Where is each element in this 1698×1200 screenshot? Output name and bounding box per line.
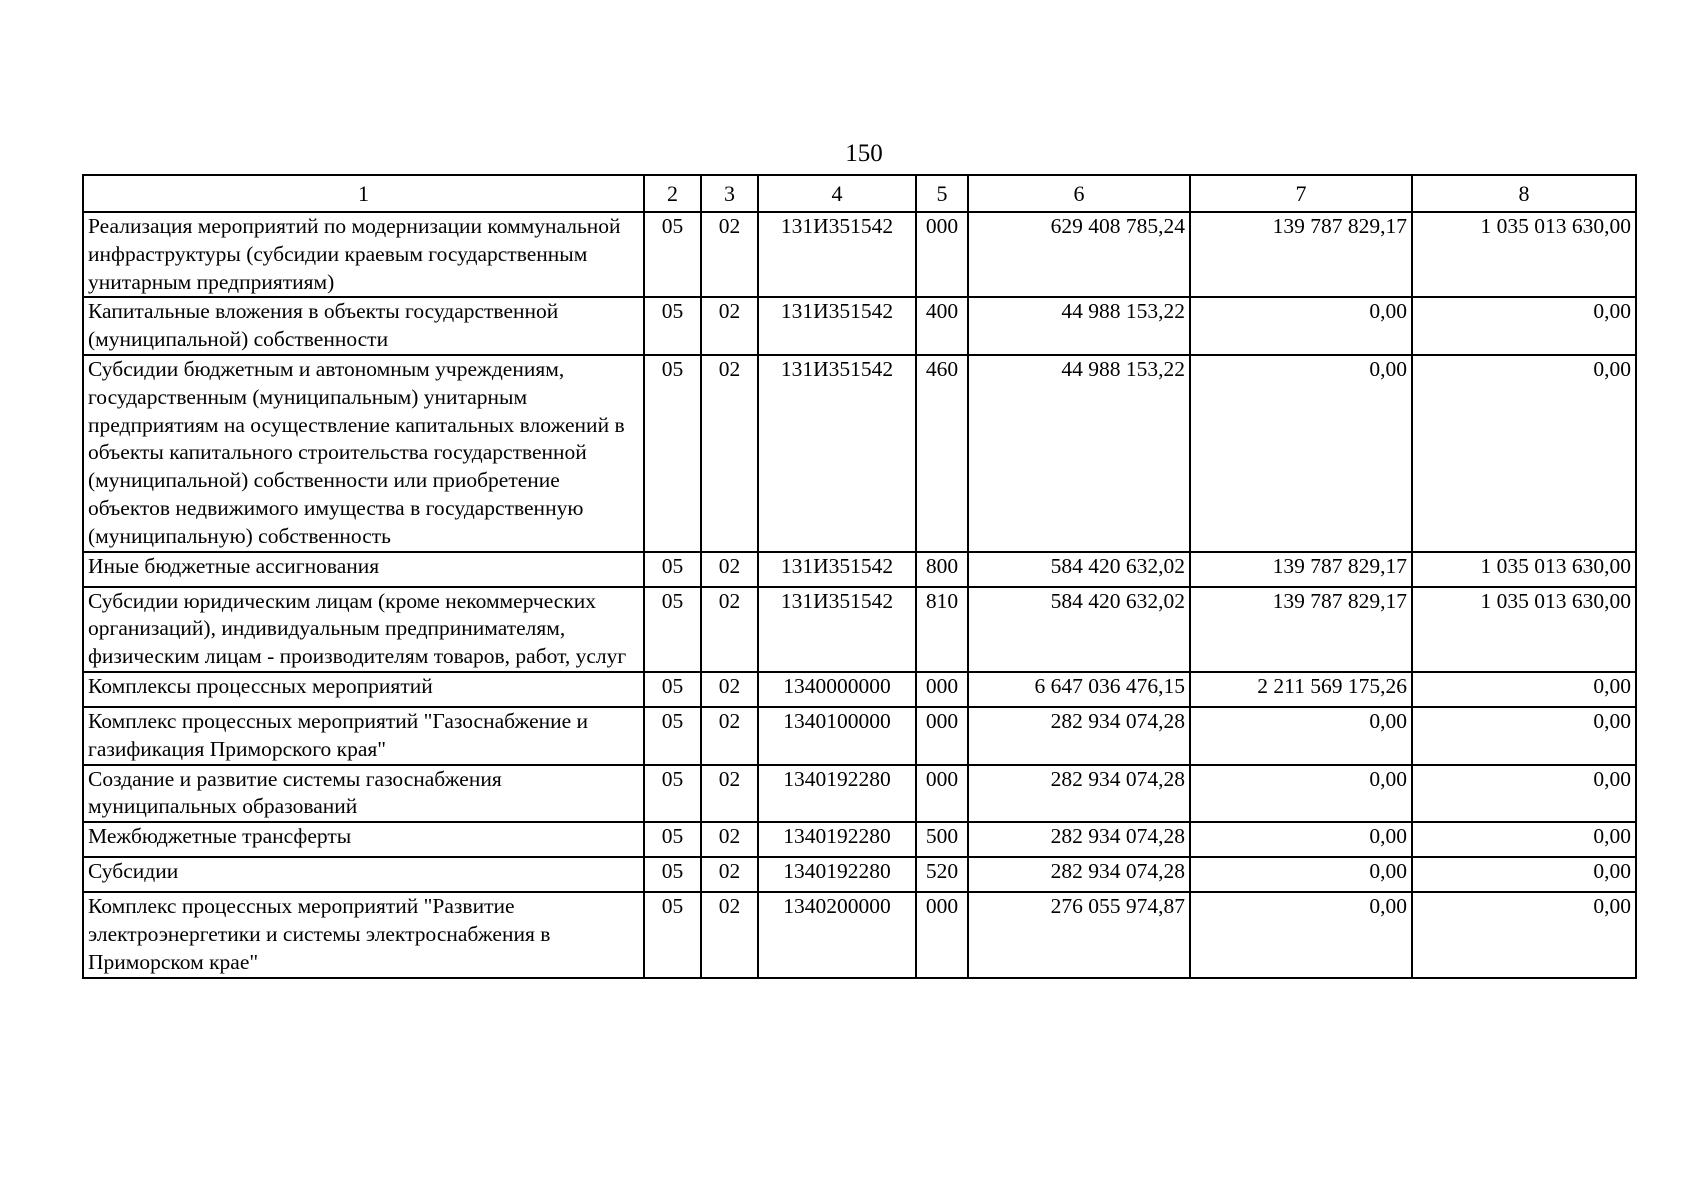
row-name: Комплекс процессных мероприятий "Газоснабжение и газификация Приморского края"	[83, 707, 644, 765]
row-amount-6: 629 408 785,24	[968, 212, 1190, 297]
row-subsection: 02	[701, 297, 758, 355]
table-row	[83, 212, 1636, 297]
row-expense-type: 500	[916, 822, 968, 857]
row-target-article: 1340192280	[758, 765, 916, 823]
row-amount-7: 139 787 829,17	[1190, 587, 1412, 672]
row-amount-7: 0,00	[1190, 765, 1412, 823]
table-row	[83, 355, 1636, 552]
row-section: 05	[644, 822, 701, 857]
row-subsection: 02	[701, 707, 758, 765]
row-subsection: 02	[701, 587, 758, 672]
row-section: 05	[644, 857, 701, 892]
row-name: Иные бюджетные ассигнования	[83, 552, 644, 587]
row-amount-7: 0,00	[1190, 297, 1412, 355]
table-row	[83, 892, 1636, 977]
row-amount-8: 0,00	[1412, 765, 1636, 823]
row-expense-type: 000	[916, 672, 968, 707]
row-expense-type: 400	[916, 297, 968, 355]
row-amount-6: 44 988 153,22	[968, 355, 1190, 552]
row-name: Капитальные вложения в объекты государственной (муниципальной) собственности	[83, 297, 644, 355]
row-name: Комплексы процессных мероприятий	[83, 672, 644, 707]
row-name: Межбюджетные трансферты	[83, 822, 644, 857]
row-amount-6: 584 420 632,02	[968, 587, 1190, 672]
row-section: 05	[644, 672, 701, 707]
row-amount-7: 0,00	[1190, 707, 1412, 765]
row-amount-6: 6 647 036 476,15	[968, 672, 1190, 707]
table-row	[83, 822, 1636, 857]
row-amount-8: 0,00	[1412, 672, 1636, 707]
table-row	[83, 672, 1636, 707]
row-name: Субсидии юридическим лицам (кроме некоммерческих организаций), индивидуальным предпринимателям, физическим лицам - производителям товаров, работ, услуг	[83, 587, 644, 672]
col-header-1: 1	[83, 175, 644, 212]
row-expense-type: 000	[916, 765, 968, 823]
row-amount-7: 139 787 829,17	[1190, 212, 1412, 297]
row-target-article: 131И351542	[758, 355, 916, 552]
row-target-article: 131И351542	[758, 587, 916, 672]
row-name: Реализация мероприятий по модернизации коммунальной инфраструктуры (субсидии краевым государственным унитарным предприятиям)	[83, 212, 644, 297]
row-amount-6: 282 934 074,28	[968, 765, 1190, 823]
table-row	[83, 297, 1636, 355]
row-subsection: 02	[701, 765, 758, 823]
row-expense-type: 000	[916, 212, 968, 297]
row-name: Субсидии бюджетным и автономным учреждениям, государственным (муниципальным) унитарным предприятиям на осуществление капитальных вложений в объекты капитального строительства государственной (муниципальной) собственности или приобретение объектов недвижимого имущества в государственную (муниципальную) собственность	[83, 355, 644, 552]
table-row	[83, 707, 1636, 765]
row-section: 05	[644, 355, 701, 552]
row-section: 05	[644, 707, 701, 765]
row-amount-7: 0,00	[1190, 892, 1412, 977]
row-amount-6: 282 934 074,28	[968, 822, 1190, 857]
table-row	[83, 765, 1636, 823]
row-target-article: 1340000000	[758, 672, 916, 707]
row-amount-8: 1 035 013 630,00	[1412, 552, 1636, 587]
row-amount-6: 282 934 074,28	[968, 857, 1190, 892]
row-amount-8: 0,00	[1412, 857, 1636, 892]
row-amount-6: 282 934 074,28	[968, 707, 1190, 765]
row-target-article: 131И351542	[758, 212, 916, 297]
row-expense-type: 000	[916, 707, 968, 765]
row-expense-type: 810	[916, 587, 968, 672]
table-row	[83, 587, 1636, 672]
row-amount-6: 584 420 632,02	[968, 552, 1190, 587]
row-subsection: 02	[701, 672, 758, 707]
row-subsection: 02	[701, 355, 758, 552]
col-header-8: 8	[1412, 175, 1636, 212]
row-amount-7: 0,00	[1190, 822, 1412, 857]
row-section: 05	[644, 297, 701, 355]
header-row	[83, 175, 1636, 212]
row-amount-8: 0,00	[1412, 822, 1636, 857]
table-row	[83, 857, 1636, 892]
row-target-article: 131И351542	[758, 297, 916, 355]
row-name: Создание и развитие системы газоснабжения муниципальных образований	[83, 765, 644, 823]
col-header-2: 2	[644, 175, 701, 212]
row-expense-type: 520	[916, 857, 968, 892]
budget-table	[82, 174, 1637, 979]
table-row	[83, 552, 1636, 587]
row-amount-8: 0,00	[1412, 297, 1636, 355]
row-amount-8: 0,00	[1412, 355, 1636, 552]
row-amount-6: 44 988 153,22	[968, 297, 1190, 355]
row-amount-6: 276 055 974,87	[968, 892, 1190, 977]
row-name: Субсидии	[83, 857, 644, 892]
row-subsection: 02	[701, 212, 758, 297]
col-header-3: 3	[701, 175, 758, 212]
row-amount-8: 1 035 013 630,00	[1412, 212, 1636, 297]
row-target-article: 1340200000	[758, 892, 916, 977]
row-amount-7: 2 211 569 175,26	[1190, 672, 1412, 707]
row-name: Комплекс процессных мероприятий "Развитие электроэнергетики и системы электроснабжения в Приморском крае"	[83, 892, 644, 977]
row-expense-type: 460	[916, 355, 968, 552]
row-subsection: 02	[701, 892, 758, 977]
row-amount-7: 0,00	[1190, 355, 1412, 552]
row-target-article: 1340100000	[758, 707, 916, 765]
col-header-6: 6	[968, 175, 1190, 212]
row-subsection: 02	[701, 857, 758, 892]
row-target-article: 1340192280	[758, 822, 916, 857]
row-target-article: 131И351542	[758, 552, 916, 587]
row-amount-7: 139 787 829,17	[1190, 552, 1412, 587]
row-amount-8: 1 035 013 630,00	[1412, 587, 1636, 672]
row-section: 05	[644, 212, 701, 297]
row-subsection: 02	[701, 822, 758, 857]
col-header-5: 5	[916, 175, 968, 212]
page-number: 150	[845, 140, 883, 167]
row-expense-type: 800	[916, 552, 968, 587]
row-amount-8: 0,00	[1412, 707, 1636, 765]
row-section: 05	[644, 765, 701, 823]
row-amount-8: 0,00	[1412, 892, 1636, 977]
row-section: 05	[644, 552, 701, 587]
col-header-7: 7	[1190, 175, 1412, 212]
row-subsection: 02	[701, 552, 758, 587]
row-expense-type: 000	[916, 892, 968, 977]
col-header-4: 4	[758, 175, 916, 212]
row-section: 05	[644, 587, 701, 672]
row-amount-7: 0,00	[1190, 857, 1412, 892]
row-section: 05	[644, 892, 701, 977]
row-target-article: 1340192280	[758, 857, 916, 892]
